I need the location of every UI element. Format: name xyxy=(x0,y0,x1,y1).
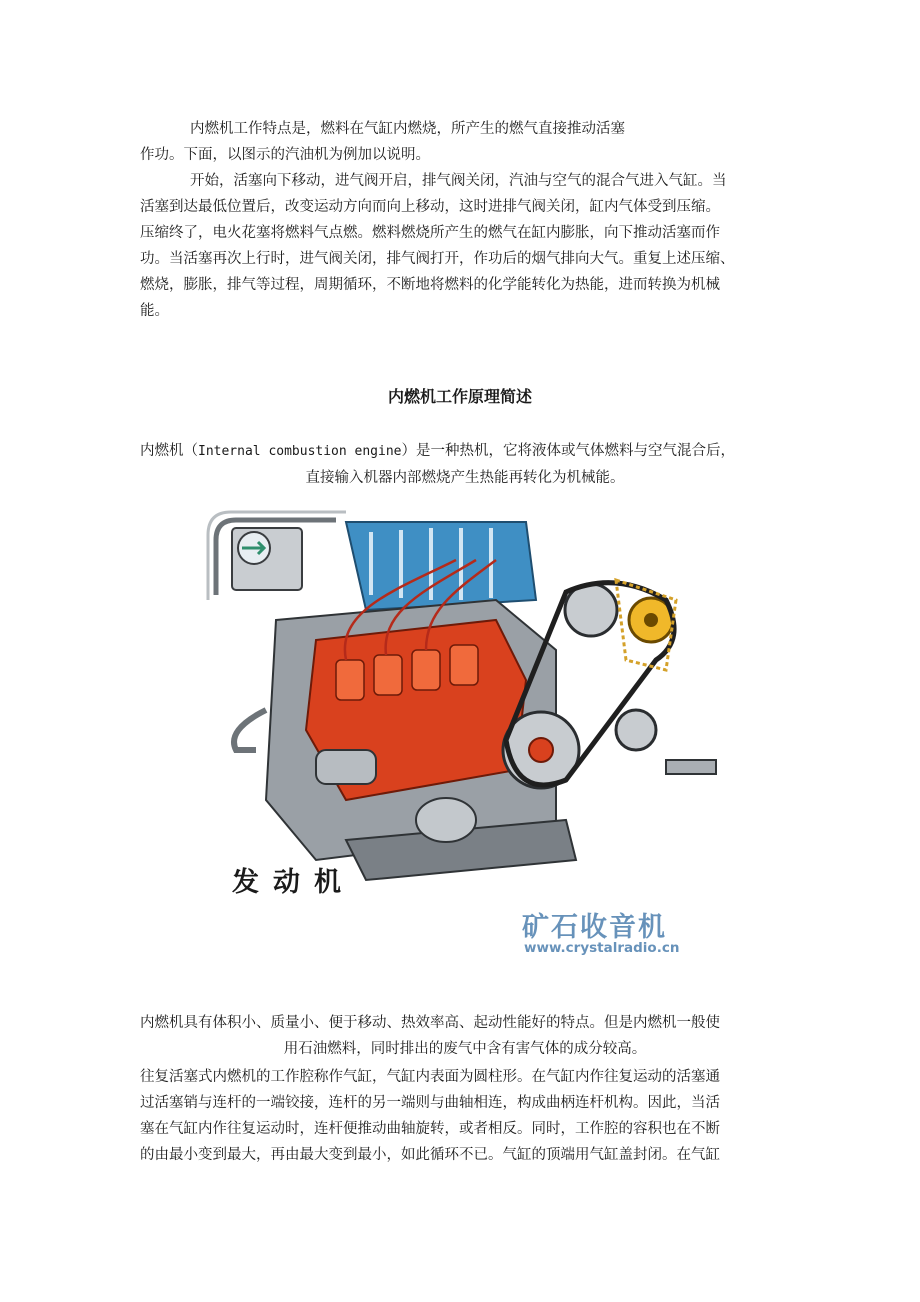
text-line: 往复活塞式内燃机的工作腔称作气缸，气缸内表面为圆柱形。在气缸内作往复运动的活塞通 xyxy=(140,1069,720,1085)
text-line: 压缩终了，电火花塞将燃料气点燃。燃料燃烧所产生的燃气在缸内膨胀，向下推动活塞而作 xyxy=(140,225,720,241)
text-line: 开始，活塞向下移动，进气阀开启，排气阀关闭，汽油与空气的混合气进入气缸。当 xyxy=(190,173,727,189)
features-paragraph xyxy=(140,1010,790,1062)
text-line: 功。当活塞再次上行时，进气阀关闭，排气阀打开，作功后的烟气排向大气。重复上述压缩、 xyxy=(140,251,735,267)
cylinder-paragraph xyxy=(140,1064,790,1168)
watermark-logo-text: 矿石收音机 xyxy=(522,912,667,943)
section-title: 内燃机工作原理简述 xyxy=(387,387,532,406)
text-line: 作功。下面，以图示的汽油机为例加以说明。 xyxy=(140,147,430,163)
definition-paragraph xyxy=(140,438,790,491)
text-line: 能。 xyxy=(140,303,169,319)
text-line: 内燃机具有体积小、质量小、便于移动、热效率高、起动性能好的特点。但是内燃机一般使 xyxy=(140,1015,720,1031)
text-line: 内燃机工作特点是，燃料在气缸内燃烧，所产生的燃气直接推动活塞 xyxy=(190,121,625,137)
figure-caption: 发动机 xyxy=(232,867,355,898)
text-line: 的由最小变到最大，再由最大变到最小，如此循环不已。气缸的顶端用气缸盖封闭。在气缸 xyxy=(140,1147,720,1163)
text-line: 用石油燃料，同时排出的废气中含有害气体的成分较高。 xyxy=(283,1041,647,1057)
text-line: 燃烧，膨胀，排气等过程，周期循环，不断地将燃料的化学能转化为热能，进而转换为机械 xyxy=(140,277,720,293)
text-line: 直接输入机器内部燃烧产生热能再转化为机械能。 xyxy=(305,470,625,486)
definition-english-term: Internal combustion engine xyxy=(198,444,402,459)
definition-prefix: 内燃机（ xyxy=(140,443,198,459)
definition-suffix: ）是一种热机，它将液体或气体燃料与空气混合后， xyxy=(401,443,735,459)
intro-paragraph-1 xyxy=(140,116,790,168)
text-line: 塞在气缸内作往复运动时，连杆便推动曲轴旋转，或者相反。同时，工作腔的容积也在不断 xyxy=(140,1121,720,1137)
text-line: 过活塞销与连杆的一端铰接，连杆的另一端则与曲轴相连，构成曲柄连杆机构。因此，当活 xyxy=(140,1095,720,1111)
text-line: 活塞到达最低位置后，改变运动方向而向上移动，这时进排气阀关闭，缸内气体受到压缩。 xyxy=(140,199,720,215)
text-line xyxy=(140,438,790,465)
watermark-url: www.crystalradio.cn xyxy=(524,940,680,956)
intro-paragraph-2 xyxy=(140,168,790,324)
